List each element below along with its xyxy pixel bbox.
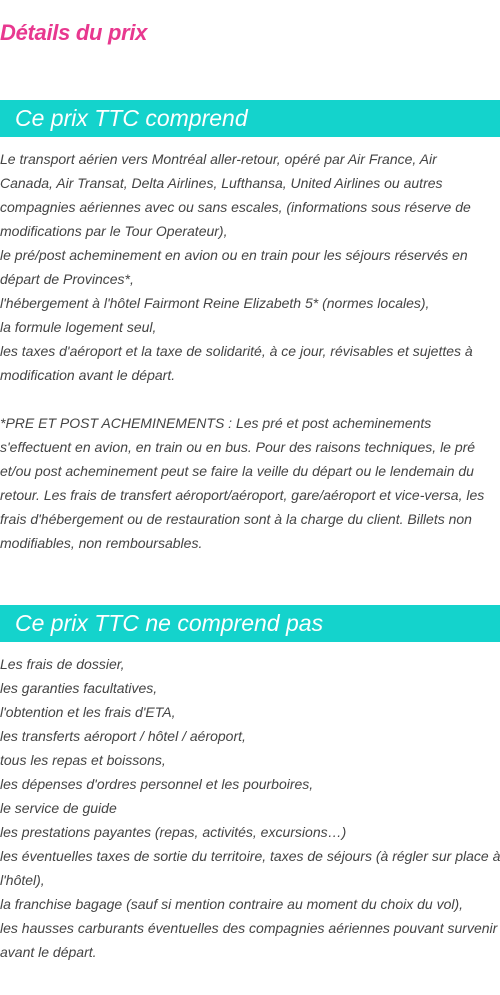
text-line: *PRE ET POST ACHEMINEMENTS : Les pré et post acheminements	[0, 415, 432, 431]
text-line: tous les repas et boissons,	[0, 752, 166, 768]
section-header-included: Ce prix TTC comprend	[0, 100, 500, 137]
text-line: la franchise bagage (sauf si mention contraire au moment du choix du vol),	[0, 896, 464, 912]
text-line: Canada, Air Transat, Delta Airlines, Lufthansa, United Airlines ou autres	[0, 175, 443, 191]
included-text	[0, 147, 500, 555]
not-included-text	[0, 652, 500, 964]
text-line: retour. Les frais de transfert aéroport/aéroport, gare/aéroport et vice-versa, les	[0, 487, 485, 503]
text-line: Le transport aérien vers Montréal aller-retour, opéré par Air France, Air	[0, 151, 437, 167]
text-line: avant le départ.	[0, 944, 97, 960]
text-line: les taxes d'aéroport et la taxe de solidarité, à ce jour, révisables et sujettes à	[0, 343, 473, 359]
text-line: Les frais de dossier,	[0, 656, 125, 672]
text-line: modifications par le Tour Operateur),	[0, 223, 228, 239]
text-line: frais d'hébergement ou de restauration sont à la charge du client. Billets non	[0, 511, 472, 527]
section-header-not-included: Ce prix TTC ne comprend pas	[0, 605, 500, 642]
text-line: les dépenses d'ordres personnel et les pourboires,	[0, 776, 314, 792]
text-line: les prestations payantes (repas, activités, excursions…)	[0, 824, 347, 840]
text-line: le pré/post acheminement en avion ou en train pour les séjours réservés en	[0, 247, 468, 263]
text-line: l'obtention et les frais d'ETA,	[0, 704, 176, 720]
text-line: modifiables, non remboursables.	[0, 535, 203, 551]
text-line: le service de guide	[0, 800, 117, 816]
text-line: les hausses carburants éventuelles des compagnies aériennes pouvant survenir	[0, 920, 498, 936]
text-line: l'hôtel),	[0, 872, 45, 888]
text-line: compagnies aériennes avec ou sans escales, (informations sous réserve de	[0, 199, 471, 215]
text-line: les transferts aéroport / hôtel / aéroport,	[0, 728, 246, 744]
text-line: départ de Provinces*,	[0, 271, 134, 287]
text-line: la formule logement seul,	[0, 319, 157, 335]
text-line: les garanties facultatives,	[0, 680, 158, 696]
text-line: s'effectuent en avion, en train ou en bus. Pour des raisons techniques, le pré	[0, 439, 476, 455]
text-line: et/ou post acheminement peut se faire la veille du départ ou le lendemain du	[0, 463, 474, 479]
text-line: les éventuelles taxes de sortie du territoire, taxes de séjours (à régler sur place à	[0, 848, 500, 864]
page-title: Détails du prix	[0, 20, 148, 45]
text-line: modification avant le départ.	[0, 367, 176, 383]
text-line: l'hébergement à l'hôtel Fairmont Reine Elizabeth 5* (normes locales),	[0, 295, 430, 311]
